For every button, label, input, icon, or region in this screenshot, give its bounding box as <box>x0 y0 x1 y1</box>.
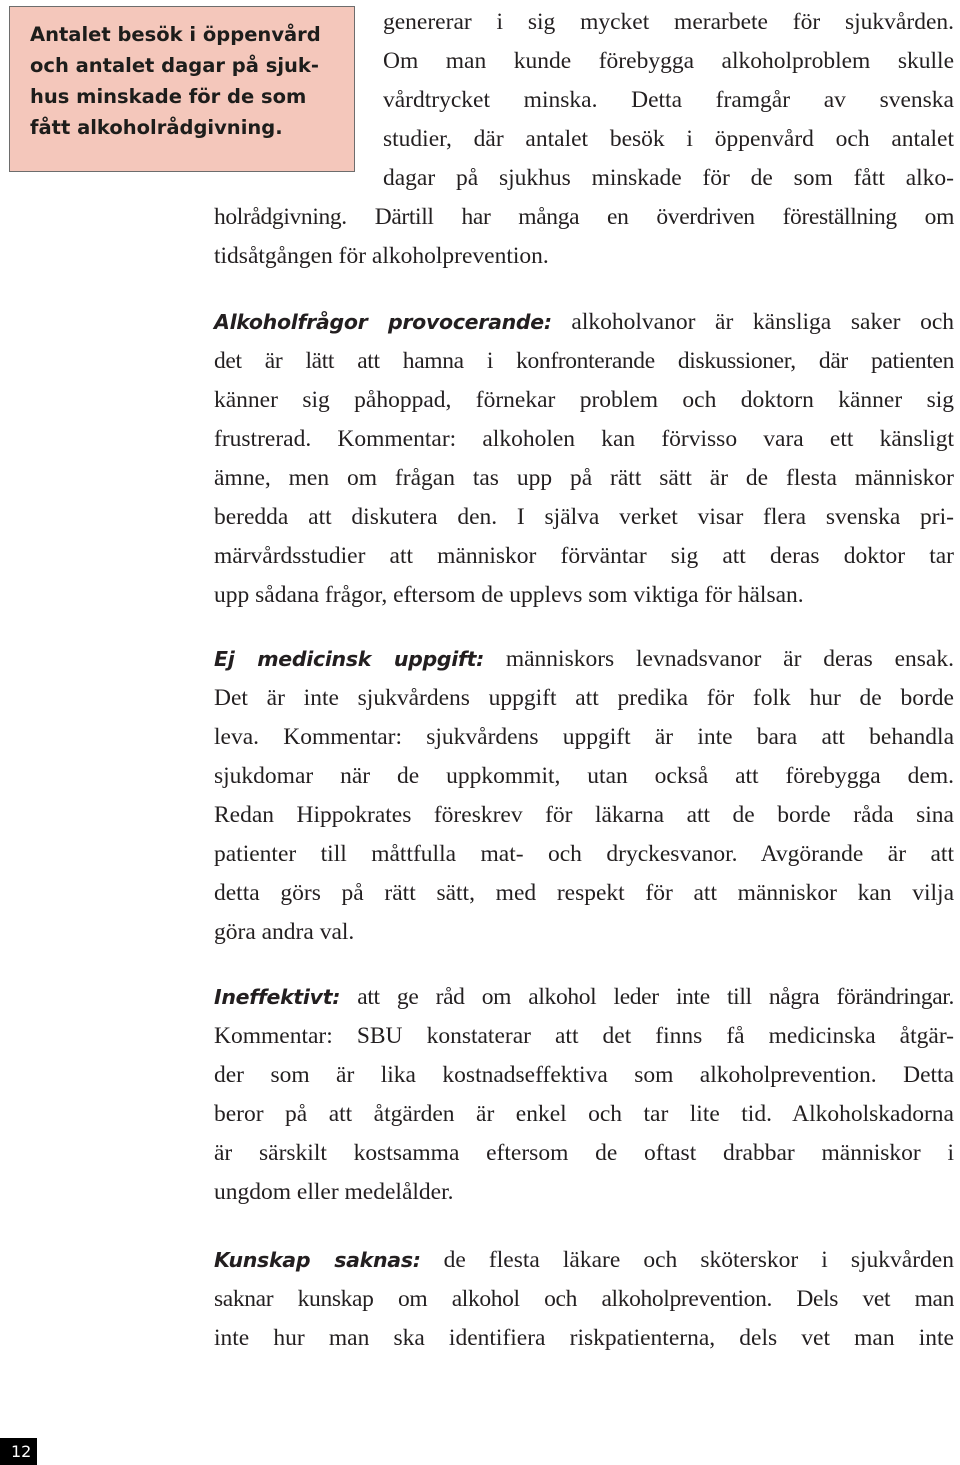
text-line <box>214 303 954 341</box>
paragraph-label: Kunskap saknas: <box>214 1248 421 1272</box>
text-line: saknar kunskap om alkohol och alkoholprevention. Dels vet man <box>214 1286 954 1312</box>
text-line: Redan Hippokrates föreskrev för läkarna att de borde råda sina <box>214 802 954 828</box>
text-line: beror på att åtgärden är enkel och tar lite tid. Alkoholskadorna <box>214 1101 954 1127</box>
text-line: Kommentar: SBU konstaterar att det finns få medicinska åtgär- <box>214 1023 954 1049</box>
sidebar-callout <box>9 6 355 172</box>
text-line <box>214 1241 954 1279</box>
text-line: patienter till måttfulla mat- och dryckesvanor. Avgörande är att <box>214 841 954 867</box>
text-line: Om man kunde förebygga alkoholproblem skulle <box>383 48 954 74</box>
text-line: vårdtrycket minska. Detta framgår av svenska <box>383 87 954 113</box>
text-line <box>214 640 954 678</box>
callout-line: hus minskade för de som <box>30 85 307 108</box>
paragraph-label: Ineffektivt: <box>214 985 341 1009</box>
text-line: upp sådana frågor, eftersom de upplevs som viktiga för hälsan. <box>214 582 804 608</box>
text-line: ungdom eller medelålder. <box>214 1179 454 1205</box>
text-line: studier, där antalet besök i öppenvård och antalet <box>383 126 954 152</box>
text-line: holrådgivning. Därtill har många en överdriven föreställning om <box>214 204 954 230</box>
text-line: dagar på sjukhus minskade för de som fått alko- <box>383 165 954 191</box>
callout-line: fått alkoholrådgivning. <box>30 116 283 139</box>
text-run: de flesta läkare och sköterskor i sjukvården <box>420 1247 954 1273</box>
page-number-tab <box>0 1438 37 1465</box>
text-line: frustrerad. Kommentar: alkoholen kan förvisso vara ett känsligt <box>214 426 954 452</box>
text-line: sjukdomar när de uppkommit, utan också att förebygga dem. <box>214 763 954 789</box>
paragraph-label: Ej medicinsk uppgift: <box>214 647 485 671</box>
callout-line: och antalet dagar på sjuk- <box>30 54 319 77</box>
callout-line: Antalet besök i öppenvård <box>30 23 321 46</box>
text-line: genererar i sig mycket merarbete för sjukvården. <box>383 9 954 35</box>
text-line: göra andra val. <box>214 919 355 945</box>
text-line: är särskilt kostsamma eftersom de oftast drabbar människor i <box>214 1140 954 1166</box>
text-line: Det är inte sjukvårdens uppgift att predika för folk hur de borde <box>214 685 954 711</box>
text-line: detta görs på rätt sätt, med respekt för att människor kan vilja <box>214 880 954 906</box>
text-line <box>214 978 954 1016</box>
text-run: människors levnadsvanor är deras ensak. <box>484 646 954 672</box>
text-line: ämne, men om frågan tas upp på rätt sätt är de flesta människor <box>214 465 954 491</box>
text-run: att ge råd om alkohol leder inte till några förändringar. <box>340 984 954 1010</box>
text-line: det är lätt att hamna i konfronterande diskussioner, där patienten <box>214 348 954 374</box>
text-run: alkoholvanor är känsliga saker och <box>551 309 954 335</box>
text-line: der som är lika kostnadseffektiva som alkoholprevention. Detta <box>214 1062 954 1088</box>
paragraph-label: Alkoholfrågor provocerande: <box>214 310 552 334</box>
text-line: leva. Kommentar: sjukvårdens uppgift är inte bara att behandla <box>214 724 954 750</box>
text-line: märvårdsstudier att människor förväntar sig att deras doktor tar <box>214 543 954 569</box>
text-line: tidsåtgången för alkoholprevention. <box>214 243 549 269</box>
text-line: känner sig påhoppad, förnekar problem och doktorn känner sig <box>214 387 954 413</box>
text-line: inte hur man ska identifiera riskpatienterna, dels vet man inte <box>214 1325 954 1351</box>
text-line: beredda att diskutera den. I själva verket visar flera svenska pri- <box>214 504 954 530</box>
page-number: 12 <box>11 1442 32 1461</box>
